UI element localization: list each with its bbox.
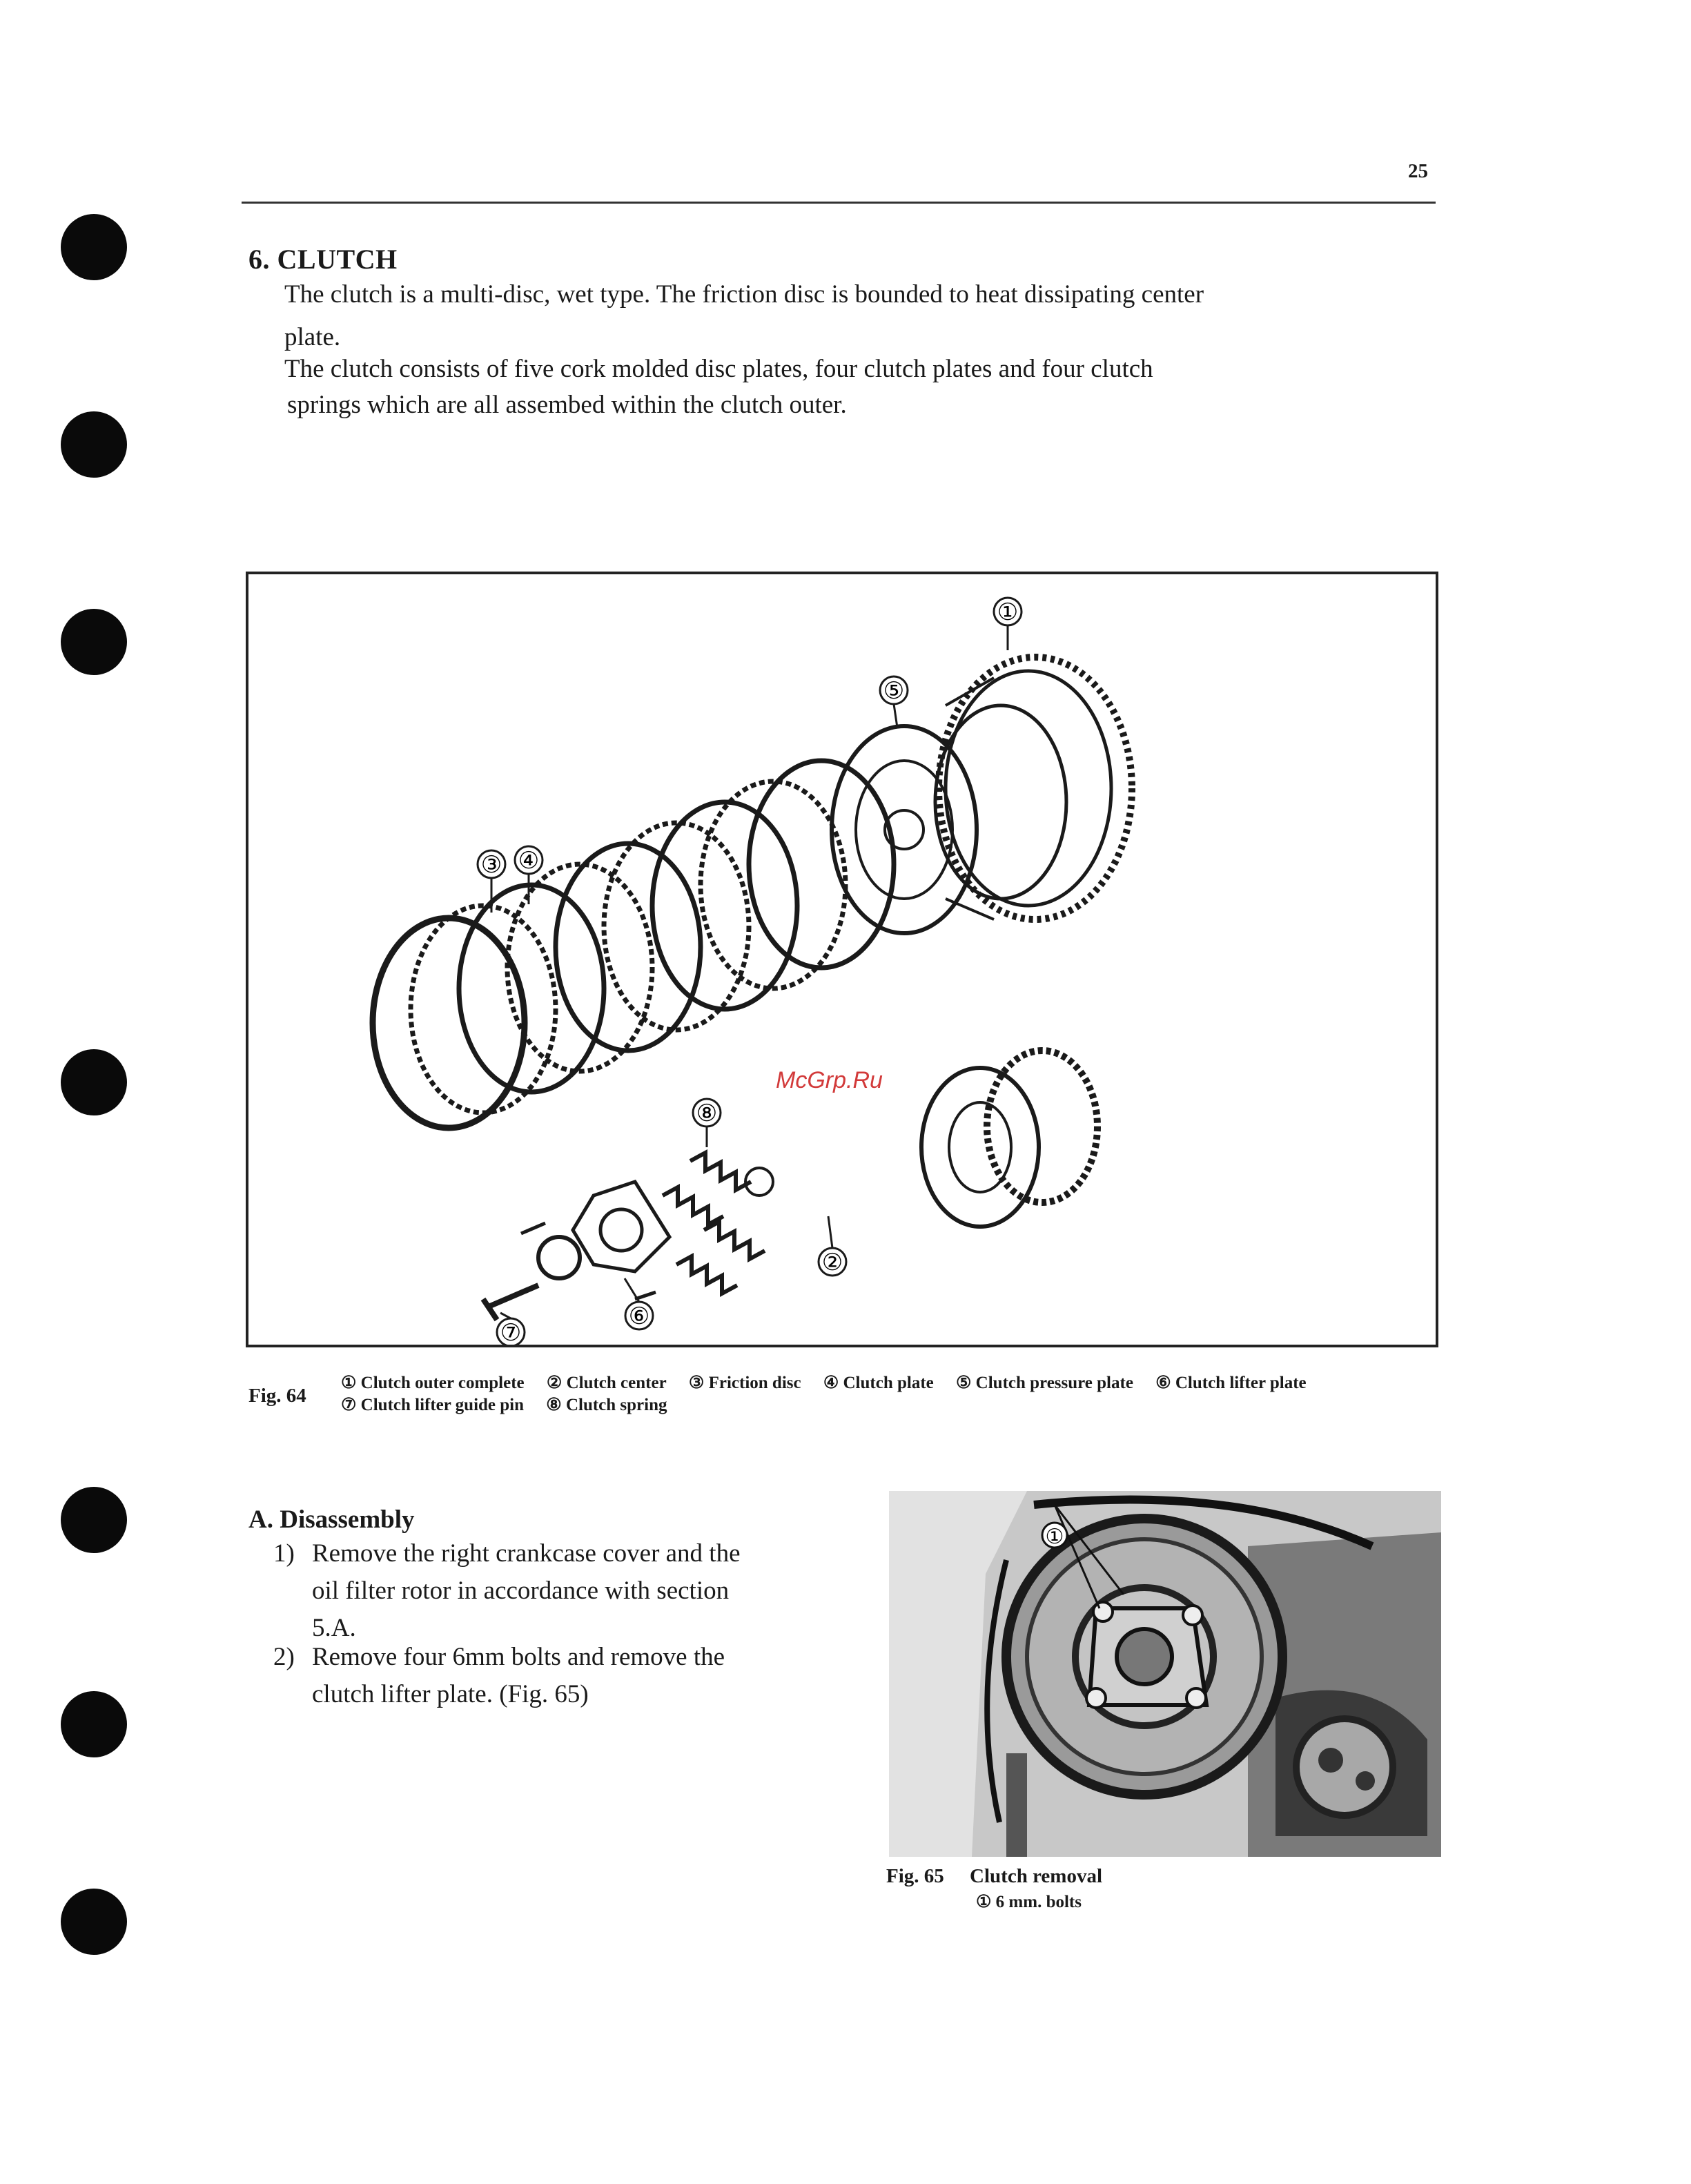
intro-line-3: The clutch consists of five cork molded disc plates, four clutch plates and four clutch	[284, 355, 1153, 383]
callout-4	[515, 846, 543, 904]
fig64-diagram	[246, 572, 1438, 1347]
callout-8-label: ⑧	[696, 1101, 718, 1127]
step-1-line-1: Remove the right crankcase cover and the	[312, 1539, 741, 1568]
legend-item-2: ② Clutch center	[546, 1374, 667, 1392]
exploded-clutch-drawing	[248, 574, 1436, 1345]
callout-5	[880, 676, 908, 728]
fig65-photo	[889, 1491, 1441, 1857]
callout-8	[693, 1099, 721, 1147]
step-2-line-1: Remove four 6mm bolts and remove the	[312, 1643, 725, 1671]
callout-7-label: ⑦	[500, 1320, 522, 1345]
callout-3-label: ③	[480, 852, 502, 878]
springs-drawing	[663, 1153, 773, 1294]
callout-1	[994, 598, 1022, 650]
binder-hole-2	[61, 411, 127, 478]
legend-item-5: ⑤ Clutch pressure plate	[956, 1374, 1133, 1392]
pressure-plate-drawing	[832, 726, 977, 933]
fig65-title: Clutch removal	[970, 1865, 1103, 1887]
legend-item-7: ⑦ Clutch lifter guide pin	[341, 1396, 525, 1414]
watermark: McGrp.Ru	[776, 1067, 883, 1093]
fig65-subcaption: ① 6 mm. bolts	[976, 1893, 1082, 1911]
callout-7	[497, 1313, 525, 1345]
fig65-label: Fig. 65	[886, 1865, 944, 1887]
intro-line-1: The clutch is a multi-disc, wet type. The friction disc is bounded to heat dissipating center	[284, 280, 1204, 309]
clutch-outer-drawing	[935, 657, 1132, 919]
intro-line-4: springs which are all assembed within the clutch outer.	[287, 391, 847, 419]
fig65-caption	[886, 1865, 1103, 1911]
binder-hole-3	[61, 609, 127, 675]
callout-2-label: ②	[821, 1250, 843, 1276]
callout-5-label: ⑤	[883, 679, 905, 704]
lifter-plate-drawing	[483, 1182, 669, 1320]
binder-hole-5	[61, 1487, 127, 1553]
binder-hole-4	[61, 1049, 127, 1115]
legend-item-1: ① Clutch outer complete	[341, 1374, 525, 1392]
intro-line-2: plate.	[284, 323, 341, 351]
legend-item-3: ③ Friction disc	[688, 1374, 801, 1392]
disassembly-heading: A. Disassembly	[248, 1505, 415, 1534]
legend-item-6: ⑥ Clutch lifter plate	[1155, 1374, 1307, 1392]
legend-item-8: ⑧ Clutch spring	[546, 1396, 667, 1414]
step-2-line-2: clutch lifter plate. (Fig. 65)	[312, 1680, 589, 1708]
fig64-legend-line-2	[341, 1394, 685, 1415]
step-1-line-3: 5.A.	[312, 1614, 356, 1642]
section-title: 6. CLUTCH	[248, 244, 398, 275]
clutch-center-drawing	[921, 1051, 1097, 1227]
binder-hole-1	[61, 214, 127, 280]
binder-hole-6	[61, 1691, 127, 1757]
callout-2	[819, 1216, 846, 1276]
step-2-number: 2)	[273, 1643, 295, 1671]
fig64-label: Fig. 64	[248, 1385, 306, 1407]
fig64-legend-line-1	[341, 1372, 1325, 1393]
callout-3	[478, 850, 505, 913]
legend-item-4: ④ Clutch plate	[823, 1374, 934, 1392]
page-number: 25	[1408, 160, 1428, 182]
header-rule	[242, 202, 1436, 204]
clutch-removal-photo-drawing	[889, 1491, 1441, 1857]
fig65-callout	[1042, 1523, 1067, 1548]
callout-1-label: ①	[997, 600, 1019, 625]
step-1-line-2: oil filter rotor in accordance with section	[312, 1577, 730, 1605]
callout-6-label: ⑥	[628, 1304, 650, 1329]
callout-4-label: ④	[518, 848, 540, 874]
step-1-number: 1)	[273, 1539, 295, 1568]
callout-6	[625, 1278, 653, 1329]
fig65-callout-label: ①	[1045, 1525, 1064, 1548]
binder-hole-7	[61, 1889, 127, 1955]
